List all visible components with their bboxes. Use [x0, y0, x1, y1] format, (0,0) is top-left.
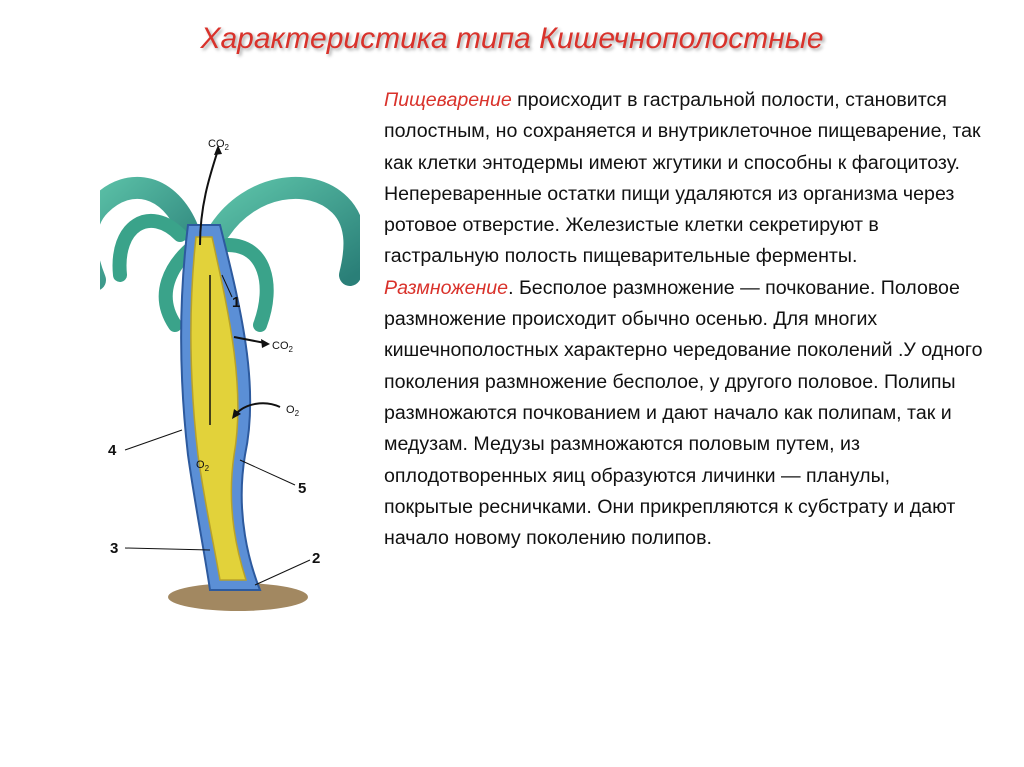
- tentacle-right: [220, 188, 354, 275]
- o2-label-inner: $O_2$: [196, 459, 210, 473]
- digestion-paragraph: [384, 85, 984, 273]
- digestion-term: Пищеварение: [384, 89, 512, 111]
- label-1: 1: [232, 294, 241, 311]
- digestion-body: происходит в гастральной полости, становится полостным, но сохраняется и внутриклеточное пищеварение, так как клетки энтодермы имеют жгутики и способны к фагоцитозу. Непереваренные остатки пищи удаляются из организма через ротовое отверстие. Железистые клетки секретируют в гастральную полость пищеварительные ферменты.: [384, 89, 981, 268]
- reproduction-term: Размножение: [384, 276, 509, 299]
- slide-title: Характеристика типа Кишечнополостные: [200, 22, 824, 55]
- hydra-diagram: [100, 125, 360, 615]
- label-3: 3: [110, 540, 119, 557]
- label-4: 4: [108, 442, 117, 459]
- description-text: [384, 85, 984, 554]
- label-5: 5: [298, 480, 307, 497]
- co2-label-mid: $CO_2$: [272, 340, 293, 354]
- reproduction-paragraph: [384, 273, 984, 555]
- o2-label-right: $O_2$: [286, 404, 300, 418]
- reproduction-body: . Бесполое размножение — почкование. Половое размножение происходит обычно осенью. Для многих кишечнополостных характерно чередование поколений .У одного поколения размножение бесполое, у другого половое. Полипы размножаются почкованием и дают начало как полипам, так и медузам. Медузы размножаются половым путем, из оплодотворенных яиц образуются личинки — планулы, покрытые ресничками. Они прикрепляются к субстрату и дают начало новому поколению полипов.: [384, 276, 983, 550]
- label-2: 2: [312, 550, 321, 567]
- co2-label-top: $CO_2$: [208, 138, 229, 152]
